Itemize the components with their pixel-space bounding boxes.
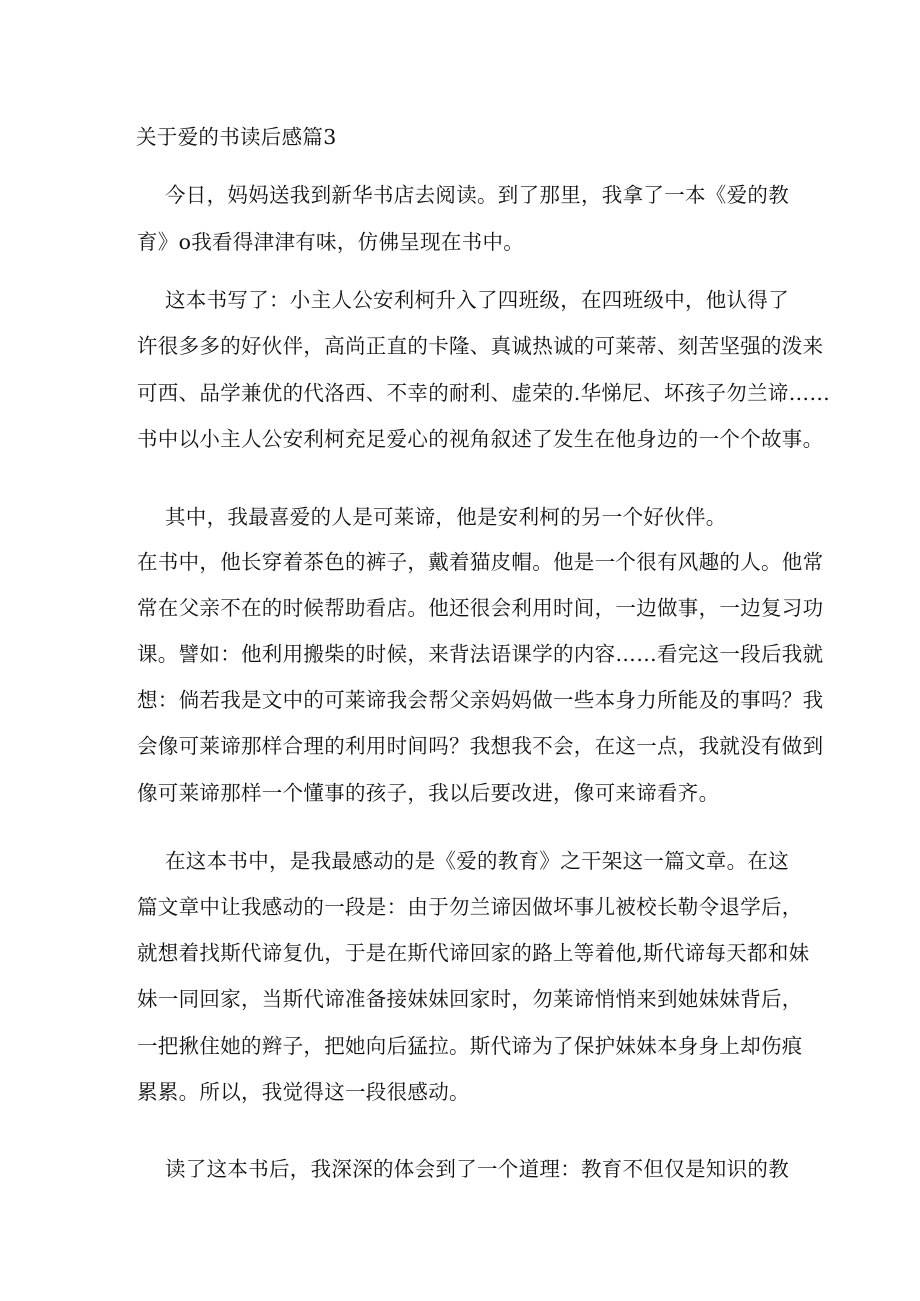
text-line: 一把揪住她的辫子，把她向后猛拉。斯代谛为了保护妹妹本身身上却伤痕: [137, 1034, 803, 1058]
text-line: 像可莱谛那样一个懂事的孩子，我以后要改进，像可来谛看齐。: [137, 781, 720, 805]
document-title: 关于爱的书读后感篇3: [136, 125, 337, 149]
text-line: 读了这本书后，我深深的体会到了一个道理：教育不但仅是知识的教: [165, 1157, 789, 1181]
text-line: 在书中，他长穿着茶色的裤子，戴着猫皮帽。他是一个很有风趣的人。他常: [137, 550, 824, 574]
text-line: 常在父亲不在的时候帮助看店。他还很会利用时间，一边做事，一边复习功: [137, 596, 824, 620]
text-line: 育》o我看得津津有味，仿佛呈现在书中。: [137, 230, 525, 254]
text-line: 累累。所以，我觉得这一段很感动。: [137, 1080, 470, 1104]
text-line: 这本书写了：小主人公安利柯升入了四班级，在四班级中，他认得了: [165, 288, 789, 312]
text-line: 可西、品学兼优的代洛西、不幸的耐利、虚荣的.华悌尼、坏孩子勿兰谛……: [137, 381, 831, 405]
text-line: 许很多多的好伙伴，高尚正直的卡隆、真诚热诚的可莱蒂、刻苦坚强的泼来: [137, 334, 824, 358]
text-line: 书中以小主人公安利柯充足爱心的视角叙述了发生在他身边的一个个故事。: [137, 427, 824, 451]
text-line: 课。譬如：他利用搬柴的时候，来背法语课学的内容……看完这一段后我就: [137, 642, 824, 666]
text-line: 会像可莱谛那样合理的利用时间吗？我想我不会，在这一点，我就没有做到: [137, 734, 824, 758]
text-line: 今日，妈妈送我到新华书店去阅读。到了那里，我拿了一本《爱的教: [165, 183, 789, 207]
text-line: 妹一同回家，当斯代谛准备接妹妹回家时，勿莱谛悄悄来到她妹妹背后，: [137, 987, 803, 1011]
text-line: 想：倘若我是文中的可莱谛我会帮父亲妈妈做一些本身力所能及的事吗？我: [137, 688, 824, 712]
text-line: 篇文章中让我感动的一段是：由于勿兰谛因做坏事儿被校长勒令退学后，: [137, 895, 803, 919]
text-line: 在这本书中，是我最感动的是《爱的教育》之干架这一篇文章。在这: [165, 849, 789, 873]
text-line: 就想着找斯代谛复仇，于是在斯代谛回家的路上等着他,斯代谛每天都和妹: [137, 941, 810, 965]
text-line: 其中，我最喜爱的人是可莱谛，他是安利柯的另一个好伙伴。: [165, 505, 727, 529]
